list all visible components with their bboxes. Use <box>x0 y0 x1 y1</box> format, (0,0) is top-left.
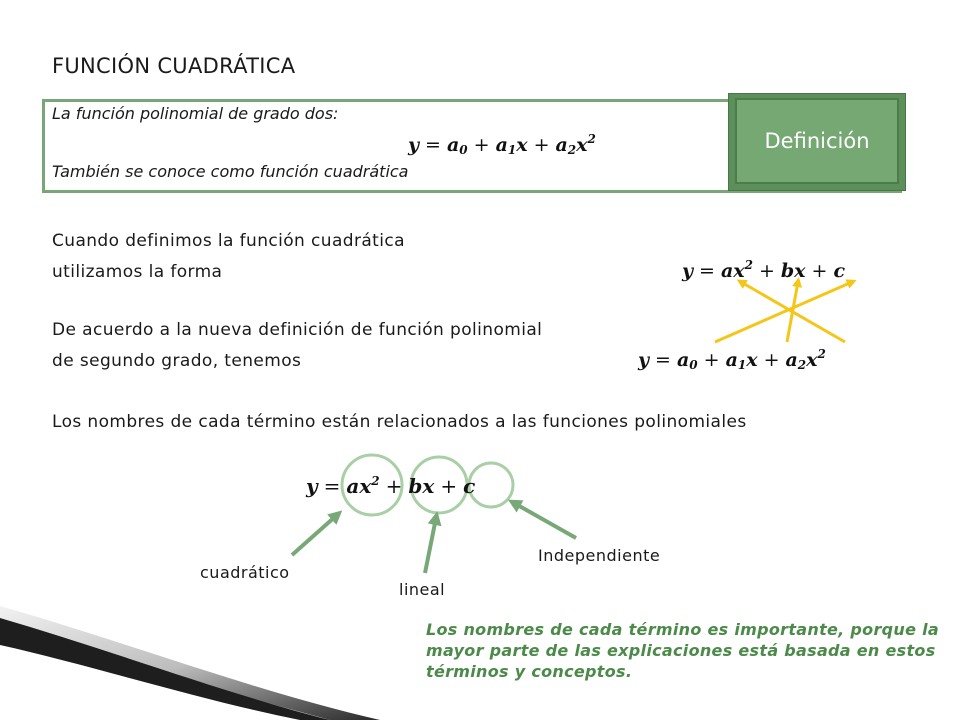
arrow-cuadratico <box>292 515 337 555</box>
definition-line-3: También se conoce como función cuadrática <box>52 162 409 181</box>
standard-form-equation: $y = ax^2$ + bx + c <box>682 258 846 282</box>
polynomial-form-equation: $y = a_0 + a_1x + a_2x^2$ <box>638 347 826 372</box>
note-text: Los nombres de cada término es importante, porque la mayor parte de las explicaciones está basada en estos términos y conceptos. <box>426 620 940 681</box>
label-independiente: Independiente <box>538 546 661 565</box>
page-curl-ribbon <box>0 606 380 720</box>
label-cuadratico: cuadrático <box>200 563 290 582</box>
arrow-lineal <box>425 518 436 573</box>
definition-line-1: La función polinomial de grado dos: <box>52 104 339 123</box>
paragraph-2-line-2: de segundo grado, tenemos <box>52 351 302 371</box>
term-equation: $y = ax^2$ + bx + c <box>306 474 476 498</box>
paragraph-2-line-1: De acuerdo a la nueva definición de función polinomial <box>52 320 543 340</box>
definition-button[interactable]: Definición <box>735 98 899 184</box>
paragraph-1-line-1: Cuando definimos la función cuadrática <box>52 231 405 251</box>
circle-independent-term <box>469 463 513 507</box>
definition-equation: $y = a_0 + a_1x + a_2x^2$ <box>408 132 596 157</box>
page-title: FUNCIÓN CUADRÁTICA <box>52 54 296 78</box>
label-lineal: lineal <box>399 580 446 599</box>
paragraph-3: Los nombres de cada término están relacionados a las funciones polinomiales <box>52 412 747 432</box>
arrow-independiente <box>514 503 576 538</box>
paragraph-1-line-2: utilizamos la forma <box>52 262 223 282</box>
